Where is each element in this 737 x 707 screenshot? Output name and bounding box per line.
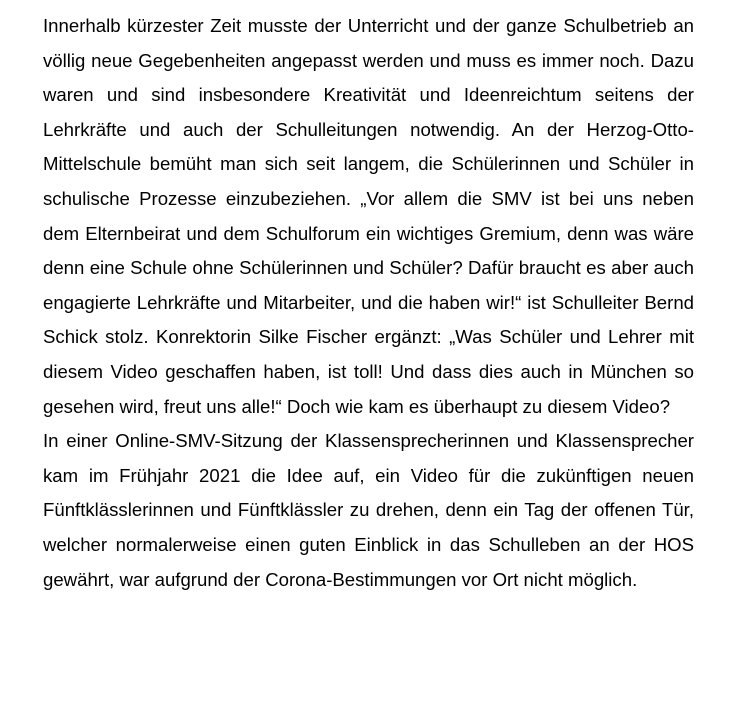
paragraph-video-idea: In einer Online-SMV-Sitzung der Klassensprecherinnen und Klassensprecher kam im Frühjahr 2021 die Idee auf, ein Video für die zukünftigen neuen Fünftklässlerinnen und Fünftklässler zu drehen, denn ein Tag der offenen Tür, welcher normalerweise einen guten Einblick in das Schulleben an der HOS gewährt, war aufgrund der Corona-Bestimmungen vor Ort nicht möglich. <box>43 430 694 590</box>
document-body <box>43 9 694 597</box>
paragraph-intro: Innerhalb kürzester Zeit musste der Unterricht und der ganze Schulbetrieb an völlig neue Gegebenheiten angepasst werden und muss es immer noch. Dazu waren und sind insbesondere Kreativität und Ideenreichtum seitens der Lehrkräfte und auch der Schulleitungen notwendig. An der Herzog-Otto-Mittelschule bemüht man sich seit langem, die Schülerinnen und Schüler in schulische Prozesse einzubeziehen. „Vor allem die SMV ist bei uns neben dem Elternbeirat und dem Schulforum ein wichtiges Gremium, denn was wäre denn eine Schule ohne Schülerinnen und Schüler? Dafür braucht es aber auch engagierte Lehrkräfte und Mitarbeiter, und die haben wir!“ ist Schulleiter Bernd Schick stolz. Konrektorin Silke Fischer ergänzt: „Was Schüler und Lehrer mit diesem Video geschaffen haben, ist toll! Und dass dies auch in München so gesehen wird, freut uns alle!“ Doch wie kam es überhaupt zu diesem Video? <box>43 15 694 417</box>
